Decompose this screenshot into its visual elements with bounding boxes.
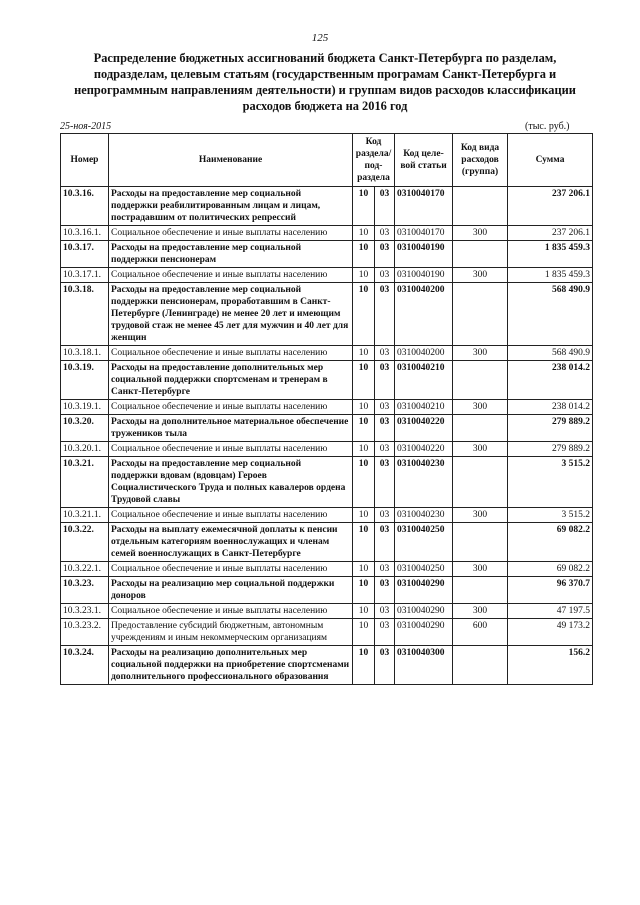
- row-amount: 279 889.2: [508, 415, 593, 442]
- table-row: [61, 268, 593, 283]
- row-number: 10.3.21.1.: [61, 508, 109, 523]
- row-number: 10.3.23.1.: [61, 604, 109, 619]
- row-article: 0310040170: [395, 187, 453, 226]
- row-subsection: 03: [375, 604, 395, 619]
- table-row: [61, 604, 593, 619]
- row-number: 10.3.22.1.: [61, 562, 109, 577]
- row-number: 10.3.19.: [61, 361, 109, 400]
- row-section: 10: [353, 268, 375, 283]
- row-subsection: 03: [375, 283, 395, 346]
- row-amount: 156.2: [508, 646, 593, 685]
- table-row: [61, 619, 593, 646]
- row-number: 10.3.20.: [61, 415, 109, 442]
- row-article: 0310040300: [395, 646, 453, 685]
- table-row: [61, 646, 593, 685]
- row-subsection: 03: [375, 361, 395, 400]
- row-name: Социальное обеспечение и иные выплаты населению: [109, 268, 353, 283]
- row-number: 10.3.17.: [61, 241, 109, 268]
- row-name: Расходы на предоставление мер социальной поддержки реабилитированным лицам и лицам, пострадавшим от политических репрессий: [109, 187, 353, 226]
- row-expense-type: [453, 577, 508, 604]
- row-name: Расходы на предоставление дополнительных мер социальной поддержки спортсменам и тренерам в Санкт-Петербурге: [109, 361, 353, 400]
- row-article: 0310040190: [395, 241, 453, 268]
- units-label: (тыс. руб.): [525, 121, 570, 132]
- row-subsection: 03: [375, 400, 395, 415]
- row-section: 10: [353, 361, 375, 400]
- row-expense-type: 600: [453, 619, 508, 646]
- row-article: 0310040220: [395, 442, 453, 457]
- row-section: 10: [353, 562, 375, 577]
- row-expense-type: [453, 187, 508, 226]
- row-name: Социальное обеспечение и иные выплаты населению: [109, 508, 353, 523]
- row-amount: 1 835 459.3: [508, 268, 593, 283]
- row-name: Расходы на реализацию дополнительных мер социальной поддержки на приобретение спортсменами дополнительного профессионального образования: [109, 646, 353, 685]
- row-section: 10: [353, 283, 375, 346]
- row-subsection: 03: [375, 226, 395, 241]
- table-row: [61, 562, 593, 577]
- header-expense-type: Код вида расходов (группа): [453, 134, 508, 187]
- row-name: Социальное обеспечение и иные выплаты населению: [109, 346, 353, 361]
- row-number: 10.3.17.1.: [61, 268, 109, 283]
- row-amount: 3 515.2: [508, 508, 593, 523]
- row-expense-type: 300: [453, 604, 508, 619]
- header-name: Наименование: [109, 134, 353, 187]
- row-section: 10: [353, 646, 375, 685]
- row-article: 0310040250: [395, 562, 453, 577]
- row-name: Расходы на дополнительное материальное обеспечение тружеников тыла: [109, 415, 353, 442]
- row-name: Расходы на предоставление мер социальной поддержки пенсионерам: [109, 241, 353, 268]
- row-amount: 69 082.2: [508, 523, 593, 562]
- row-expense-type: [453, 361, 508, 400]
- row-amount: 568 490.9: [508, 346, 593, 361]
- row-expense-type: [453, 523, 508, 562]
- row-name: Расходы на предоставление мер социальной поддержки пенсионерам, проработавшим в Санкт-Петербурге (Ленинграде) не менее 20 лет и имеющим трудовой стаж не менее 45 лет для мужчин и 40 лет для женщин: [109, 283, 353, 346]
- header-amount: Сумма: [508, 134, 593, 187]
- row-section: 10: [353, 400, 375, 415]
- row-amount: 237 206.1: [508, 187, 593, 226]
- row-amount: 96 370.7: [508, 577, 593, 604]
- row-amount: 1 835 459.3: [508, 241, 593, 268]
- row-expense-type: 300: [453, 400, 508, 415]
- row-section: 10: [353, 346, 375, 361]
- row-article: 0310040290: [395, 604, 453, 619]
- row-subsection: 03: [375, 457, 395, 508]
- row-name: Расходы на выплату ежемесячной доплаты к пенсии отдельным категориям военнослужащих и членам семей военнослужащих в Санкт-Петербурге: [109, 523, 353, 562]
- table-row: [61, 523, 593, 562]
- table-row: [61, 508, 593, 523]
- row-expense-type: 300: [453, 268, 508, 283]
- row-expense-type: 300: [453, 562, 508, 577]
- budget-table: [60, 133, 593, 685]
- table-row: [61, 577, 593, 604]
- row-section: 10: [353, 523, 375, 562]
- row-name: Социальное обеспечение и иные выплаты населению: [109, 400, 353, 415]
- header-article-code: Код целе- вой статьи: [395, 134, 453, 187]
- row-amount: 237 206.1: [508, 226, 593, 241]
- row-number: 10.3.24.: [61, 646, 109, 685]
- row-name: Социальное обеспечение и иные выплаты населению: [109, 604, 353, 619]
- row-section: 10: [353, 241, 375, 268]
- row-article: 0310040220: [395, 415, 453, 442]
- table-body: [61, 187, 593, 685]
- table-header-row: [61, 134, 593, 187]
- row-name: Предоставление субсидий бюджетным, автономным учреждениям и иным некоммерческим организациям: [109, 619, 353, 646]
- row-amount: 238 014.2: [508, 361, 593, 400]
- table-row: [61, 442, 593, 457]
- row-subsection: 03: [375, 646, 395, 685]
- row-number: 10.3.21.: [61, 457, 109, 508]
- row-number: 10.3.19.1.: [61, 400, 109, 415]
- row-section: 10: [353, 415, 375, 442]
- row-subsection: 03: [375, 523, 395, 562]
- row-section: 10: [353, 226, 375, 241]
- row-section: 10: [353, 187, 375, 226]
- row-subsection: 03: [375, 415, 395, 442]
- row-article: 0310040230: [395, 457, 453, 508]
- table-row: [61, 241, 593, 268]
- row-amount: 47 197.5: [508, 604, 593, 619]
- row-expense-type: [453, 241, 508, 268]
- row-section: 10: [353, 457, 375, 508]
- row-subsection: 03: [375, 508, 395, 523]
- row-article: 0310040210: [395, 400, 453, 415]
- row-number: 10.3.18.: [61, 283, 109, 346]
- table-row: [61, 187, 593, 226]
- row-subsection: 03: [375, 562, 395, 577]
- row-amount: 49 173.2: [508, 619, 593, 646]
- row-article: 0310040230: [395, 508, 453, 523]
- row-name: Социальное обеспечение и иные выплаты населению: [109, 442, 353, 457]
- header-number: Номер: [61, 134, 109, 187]
- row-article: 0310040290: [395, 577, 453, 604]
- table-row: [61, 226, 593, 241]
- row-expense-type: [453, 415, 508, 442]
- row-section: 10: [353, 604, 375, 619]
- row-number: 10.3.16.: [61, 187, 109, 226]
- row-name: Социальное обеспечение и иные выплаты населению: [109, 562, 353, 577]
- row-amount: 238 014.2: [508, 400, 593, 415]
- document-title: Распределение бюджетных ассигнований бюджета Санкт-Петербурга по разделам, подразделам, целевым статьям (государственным програмам Санкт-Петербурга и непрограммным направлениям деятельности) и группам видов расходов классификации расходов бюджета на 2016 год: [74, 51, 576, 113]
- row-section: 10: [353, 508, 375, 523]
- row-subsection: 03: [375, 442, 395, 457]
- row-subsection: 03: [375, 187, 395, 226]
- row-name: Социальное обеспечение и иные выплаты населению: [109, 226, 353, 241]
- page-number: 125: [311, 32, 329, 44]
- row-article: 0310040190: [395, 268, 453, 283]
- row-article: 0310040250: [395, 523, 453, 562]
- row-article: 0310040290: [395, 619, 453, 646]
- row-amount: 69 082.2: [508, 562, 593, 577]
- table-row: [61, 283, 593, 346]
- row-name: Расходы на предоставление мер социальной поддержки вдовам (вдовцам) Героев Социалистического Труда и полных кавалеров ордена Трудовой славы: [109, 457, 353, 508]
- row-expense-type: 300: [453, 508, 508, 523]
- row-subsection: 03: [375, 346, 395, 361]
- row-article: 0310040210: [395, 361, 453, 400]
- document-date: 25-ноя-2015: [60, 121, 112, 132]
- row-name: Расходы на реализацию мер социальной поддержки доноров: [109, 577, 353, 604]
- row-section: 10: [353, 619, 375, 646]
- row-subsection: 03: [375, 619, 395, 646]
- row-number: 10.3.18.1.: [61, 346, 109, 361]
- header-section-code: Код раздела/ под- раздела: [353, 134, 395, 187]
- row-number: 10.3.22.: [61, 523, 109, 562]
- table-row: [61, 415, 593, 442]
- row-subsection: 03: [375, 241, 395, 268]
- row-expense-type: 300: [453, 442, 508, 457]
- row-amount: 279 889.2: [508, 442, 593, 457]
- table-row: [61, 457, 593, 508]
- row-number: 10.3.16.1.: [61, 226, 109, 241]
- row-expense-type: [453, 646, 508, 685]
- row-expense-type: 300: [453, 346, 508, 361]
- row-expense-type: [453, 283, 508, 346]
- table-row: [61, 346, 593, 361]
- row-article: 0310040200: [395, 283, 453, 346]
- row-amount: 568 490.9: [508, 283, 593, 346]
- table-row: [61, 361, 593, 400]
- row-number: 10.3.23.: [61, 577, 109, 604]
- row-subsection: 03: [375, 577, 395, 604]
- row-number: 10.3.23.2.: [61, 619, 109, 646]
- row-section: 10: [353, 442, 375, 457]
- row-amount: 3 515.2: [508, 457, 593, 508]
- row-article: 0310040170: [395, 226, 453, 241]
- row-subsection: 03: [375, 268, 395, 283]
- row-expense-type: 300: [453, 226, 508, 241]
- row-article: 0310040200: [395, 346, 453, 361]
- row-section: 10: [353, 577, 375, 604]
- table-row: [61, 400, 593, 415]
- row-expense-type: [453, 457, 508, 508]
- row-number: 10.3.20.1.: [61, 442, 109, 457]
